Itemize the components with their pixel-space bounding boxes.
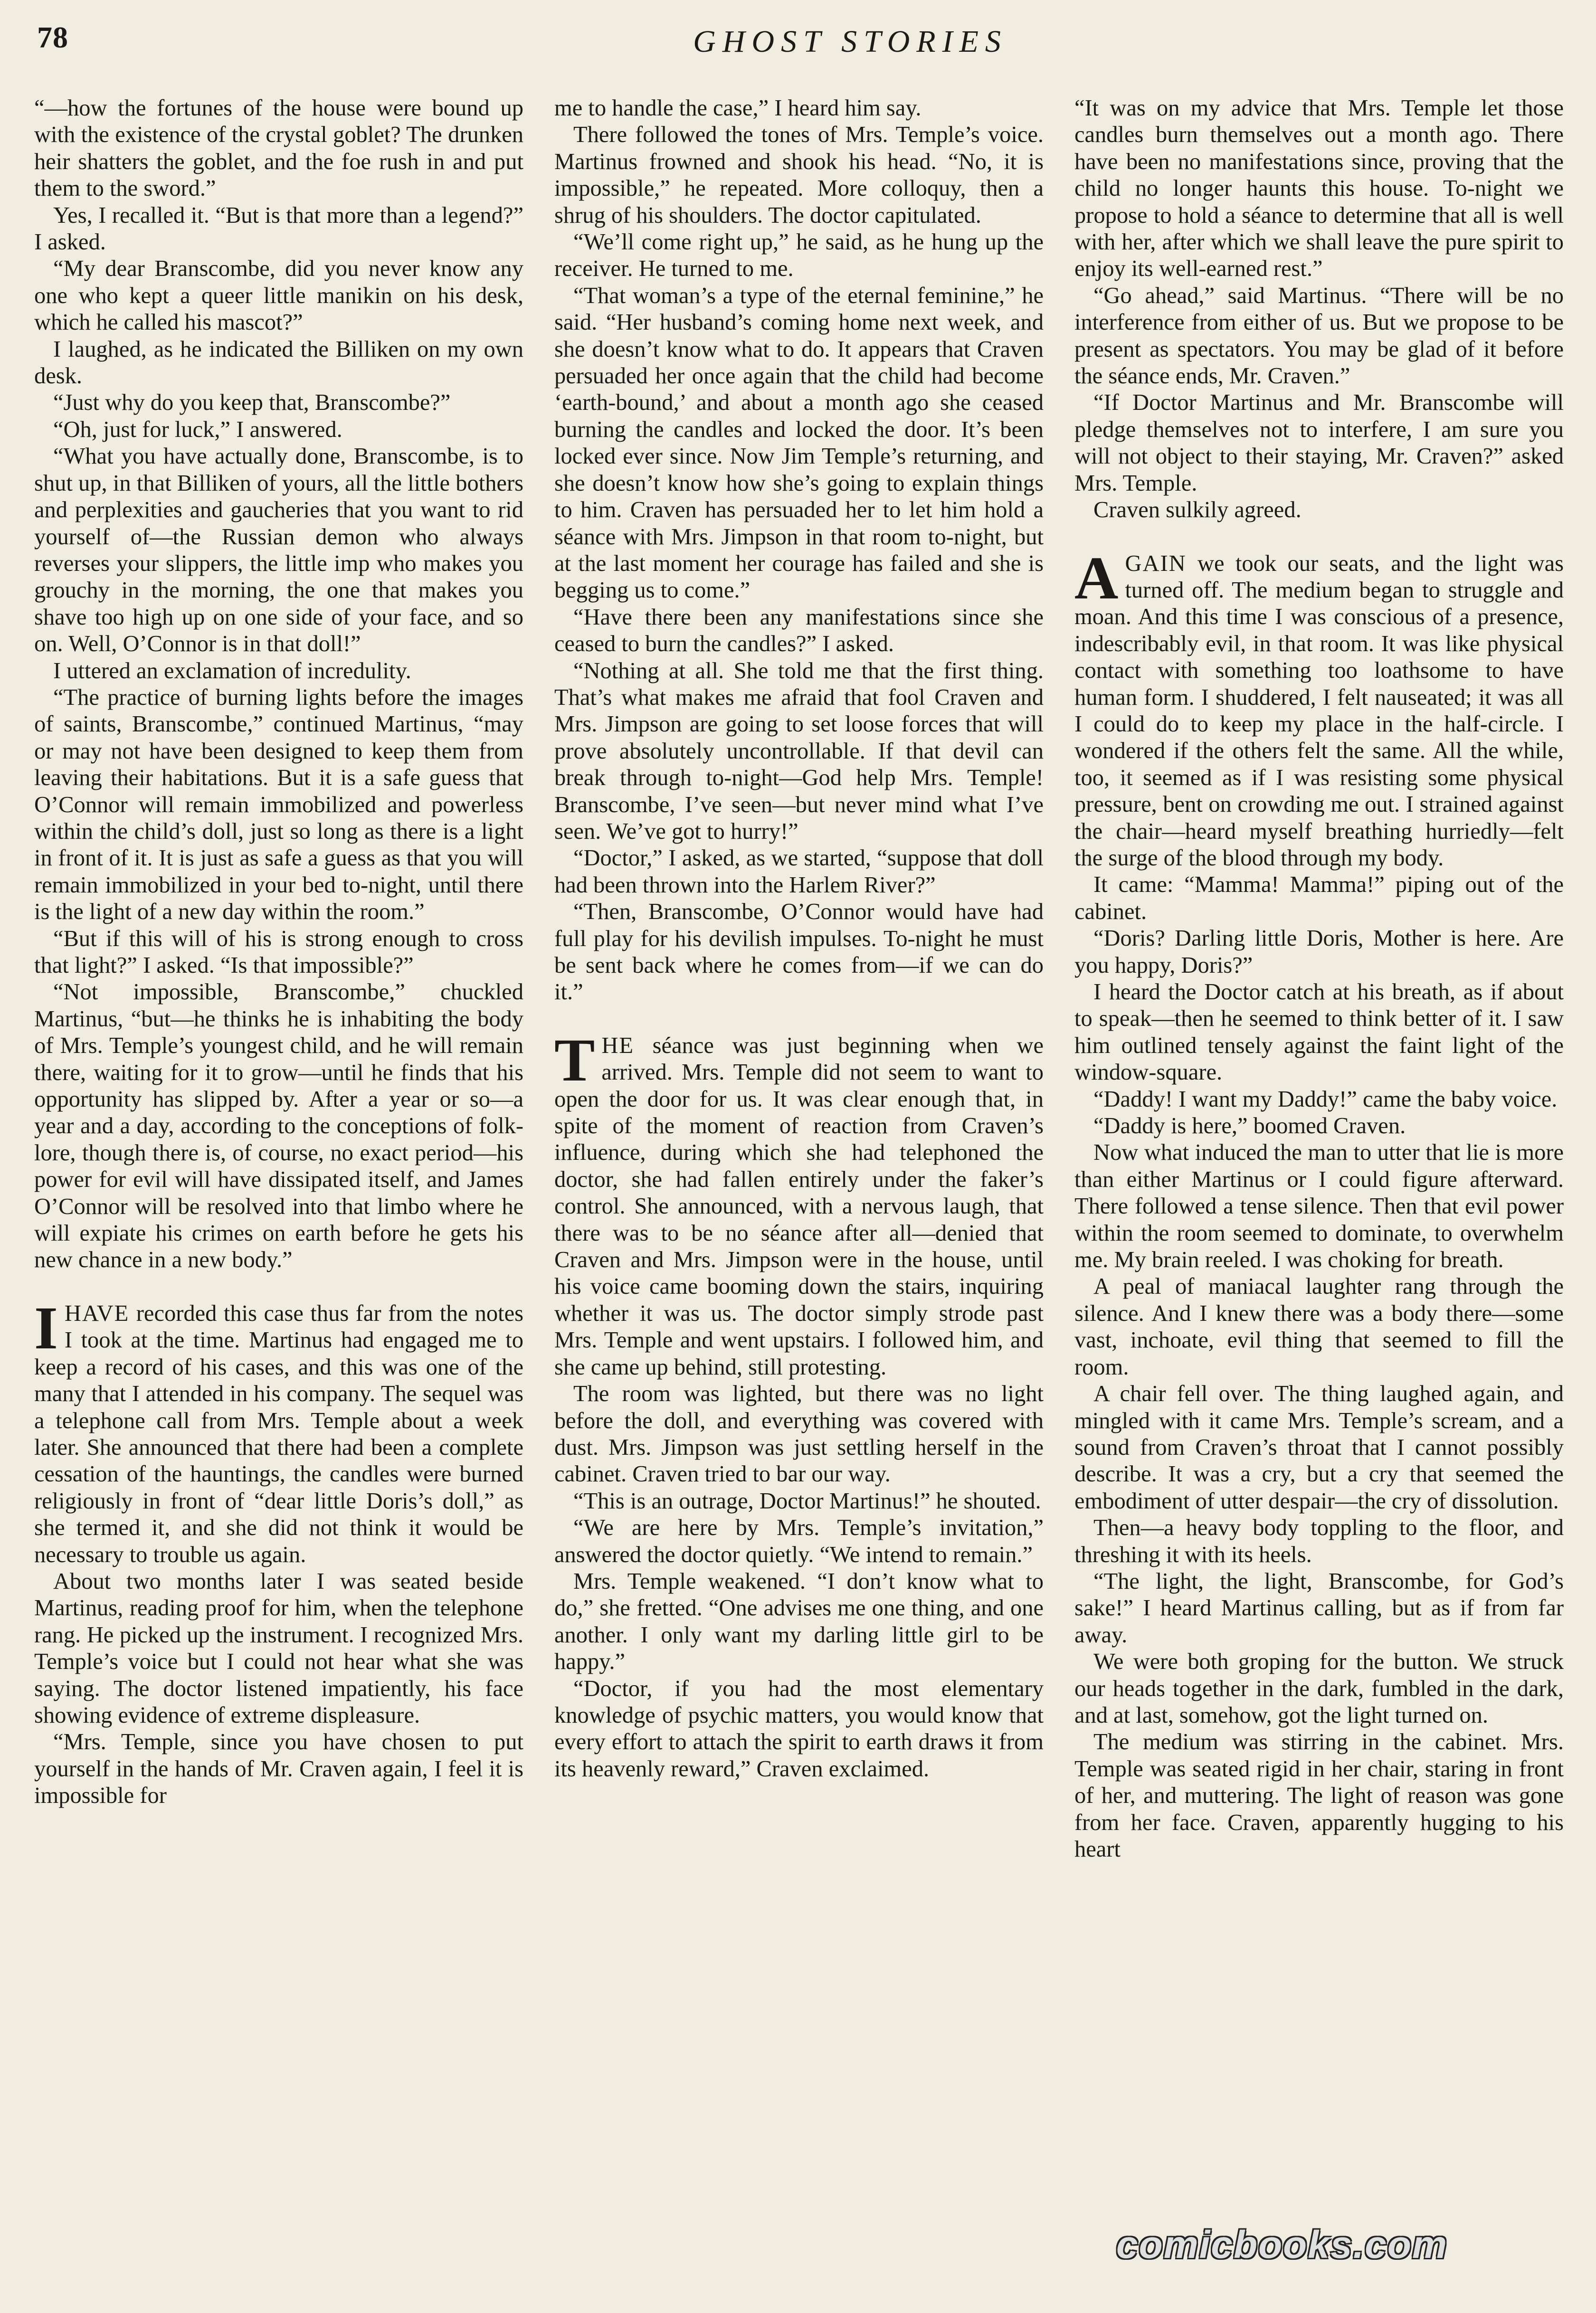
paragraph bbox=[1074, 389, 1564, 497]
paragraph bbox=[1074, 497, 1564, 523]
paragraph bbox=[34, 95, 523, 202]
drop-cap: T bbox=[554, 1026, 595, 1094]
column-1 bbox=[34, 95, 523, 2299]
paragraph bbox=[554, 1515, 1044, 1568]
paragraph-text: About two months later I was seated beside Martinus, reading proof for him, when the telephone rang. He picked up the instrument. I recognized Mrs. Temple’s voice but I could not hear what she was saying. The doctor listened impatiently, his face showing evidence of extreme displeasure. bbox=[34, 1568, 523, 1728]
paragraph-text: “—how the fortunes of the house were bound up with the existence of the crystal goblet? The drunken heir shatters the goblet, and the foe rush in and put them to the sword.” bbox=[34, 95, 523, 201]
paragraph-text: Craven sulkily agreed. bbox=[1093, 497, 1302, 523]
paragraph-text: “Oh, just for luck,” I answered. bbox=[53, 417, 342, 442]
paragraph bbox=[1074, 1086, 1564, 1113]
page-header bbox=[0, 0, 1596, 95]
paragraph-text: “What you have actually done, Branscombe, is to shut up, in that Billiken of yours, all the little bothers and perplexities and gaucheries that you want to rid yourself of—the Russian demon who always reverses your slippers, the little imp who makes you grouchy in the morning, the one that makes you shave too high up on one side of your face, and so on. Well, O’Connor is in that doll!” bbox=[34, 444, 523, 657]
paragraph bbox=[1074, 1649, 1564, 1729]
paragraph bbox=[554, 283, 1044, 604]
paragraph-text: me to handle the case,” I heard him say. bbox=[554, 95, 922, 121]
paragraph bbox=[1074, 283, 1564, 390]
paragraph-text: “Doctor,” I asked, as we started, “suppose that doll had been thrown into the Harlem River?” bbox=[554, 845, 1044, 898]
paragraph-text: “But if this will of his is strong enough to cross that light?” I asked. “Is that impossible?” bbox=[34, 926, 523, 978]
lead-in: GAIN bbox=[1125, 550, 1187, 576]
paragraph-text: I heard the Doctor catch at his breath, as if about to speak—then he seemed to think better of it. I saw him outlined tensely against the faint light of the window-square. bbox=[1074, 979, 1564, 1085]
paragraph bbox=[34, 1294, 523, 1568]
paragraph-text: séance was just beginning when we arrived. Mrs. Temple did not seem to want to open the door for us. It was clear enough that, in spite of the moment of reaction from Craven’s influence, during which she had telephoned the doctor, she had fallen entirely under the faker’s control. She announced, with a nervous laugh, that there was to be no séance after all—denied that Craven and Mrs. Jimpson were in the house, until his voice came booming down the stairs, inquiring whether it was us. The doctor simply strode past Mrs. Temple and went upstairs. I followed him, and she came up behind, still protesting. bbox=[554, 1033, 1044, 1380]
paragraph bbox=[554, 1026, 1044, 1381]
paragraph-text: “Then, Branscombe, O’Connor would have had full play for his devilish impulses. To-night he must be sent back where he comes from—if we can do it.” bbox=[554, 899, 1044, 1005]
paragraph-text: “We’ll come right up,” he said, as he hung up the receiver. He turned to me. bbox=[554, 229, 1044, 282]
paragraph-text: A peal of maniacal laughter rang through the silence. And I knew there was a body there—some vast, inchoate, evil thing that seemed to fill the room. bbox=[1074, 1274, 1564, 1380]
paragraph-text: It came: “Mamma! Mamma!” piping out of the cabinet. bbox=[1074, 872, 1564, 924]
paragraph bbox=[554, 122, 1044, 229]
paragraph bbox=[1074, 979, 1564, 1086]
paragraph-text: “That woman’s a type of the eternal feminine,” he said. “Her husband’s coming home next week, and she doesn’t know what to do. It appears that Craven persuaded her once again that the child had become ‘earth-bound,’ and about a month ago she ceased burning the candles and locked the door. It’s been locked ever since. Now Jim Temple’s returning, and she doesn’t know how she’s going to explain things to him. Craven has persuaded her to let him hold a séance with Mrs. Jimpson in that room to-night, but at the last moment her courage has failed and she is begging us to come.” bbox=[554, 283, 1044, 603]
paragraph-text: We were both groping for the button. We struck our heads together in the dark, fumbled in the dark, and at last, somehow, got the light turned on. bbox=[1074, 1649, 1564, 1728]
drop-cap: I bbox=[34, 1294, 58, 1362]
paragraph bbox=[34, 926, 523, 979]
paragraph-text: “Daddy is here,” boomed Craven. bbox=[1093, 1113, 1406, 1139]
paragraph-text: “My dear Branscombe, did you never know any one who kept a queer little manikin on his desk, which he called his mascot?” bbox=[34, 256, 523, 335]
paragraph-text: we took our seats, and the light was turned off. The medium began to struggle and moan. And this time I was conscious of a presence, indescribably evil, in that room. It was like physical contact with something too loathsome to have human form. I shuddered, I felt nauseated; it was all I could do to keep my place in the half-circle. I wondered if the others felt the same. All the while, too, it seemed as if I was resisting some physical pressure, bent on crowding me out. I strained against the chair—heard myself breathing hurriedly—felt the surge of the blood through my body. bbox=[1074, 550, 1564, 871]
paragraph-text: “Doris? Darling little Doris, Mother is here. Are you happy, Doris?” bbox=[1074, 926, 1564, 978]
paragraph bbox=[554, 1381, 1044, 1488]
paragraph-text: “If Doctor Martinus and Mr. Branscombe will pledge themselves not to interfere, I am sure you will not object to their staying, Mr. Craven?” asked Mrs. Temple. bbox=[1074, 390, 1564, 496]
paragraph-text: “Doctor, if you had the most elementary knowledge of psychic matters, you would know that every effort to attach the spirit to earth draws it from its heavenly reward,” Craven exclaimed. bbox=[554, 1676, 1044, 1782]
paragraph bbox=[34, 417, 523, 443]
paragraph-text: Yes, I recalled it. “But is that more than a legend?” I asked. bbox=[34, 202, 523, 255]
paragraph-text: The medium was stirring in the cabinet. Mrs. Temple was seated rigid in her chair, staring in front of her, and muttering. The light of reason was gone from her face. Craven, apparently hugging to his heart bbox=[1074, 1729, 1564, 1862]
paragraph-text: The room was lighted, but there was no light before the doll, and everything was covered with dust. Mrs. Jimpson was just settling herself in the cabinet. Craven tried to bar our way. bbox=[554, 1381, 1044, 1487]
paragraph-text: I laughed, as he indicated the Billiken on my own desk. bbox=[34, 336, 523, 389]
paragraph bbox=[1074, 1273, 1564, 1381]
paragraph-text: “This is an outrage, Doctor Martinus!” he shouted. bbox=[573, 1488, 1041, 1514]
paragraph bbox=[1074, 1729, 1564, 1863]
paragraph bbox=[554, 899, 1044, 1006]
paragraph bbox=[1074, 1381, 1564, 1515]
paragraph bbox=[554, 1676, 1044, 1783]
paragraph bbox=[1074, 872, 1564, 925]
paragraph bbox=[34, 979, 523, 1273]
paragraph-text: Mrs. Temple weakened. “I don’t know what to do,” she fretted. “One advises me one thing, and one another. I only want my darling little girl to be happy.” bbox=[554, 1568, 1044, 1675]
site-watermark: comicbooks.com bbox=[1116, 2223, 1448, 2266]
paragraph bbox=[554, 229, 1044, 283]
paragraph-text: “The light, the light, Branscombe, for God’s sake!” I heard Martinus calling, but as if from far away. bbox=[1074, 1568, 1564, 1648]
paragraph bbox=[554, 604, 1044, 658]
paragraph-text: “Daddy! I want my Daddy!” came the baby voice. bbox=[1093, 1086, 1558, 1112]
paragraph-text: I uttered an exclamation of incredulity. bbox=[53, 658, 411, 683]
paragraph bbox=[34, 1568, 523, 1729]
lead-in: HAVE bbox=[64, 1300, 130, 1326]
paragraph bbox=[1074, 95, 1564, 283]
column-2 bbox=[554, 95, 1044, 2299]
paragraph-text: “Go ahead,” said Martinus. “There will be no interference from either of us. But we propose to be present as spectators. You may be glad of it before the séance ends, Mr. Craven.” bbox=[1074, 283, 1564, 389]
page-number: 78 bbox=[37, 20, 68, 54]
paragraph bbox=[1074, 1515, 1564, 1568]
paragraph bbox=[554, 95, 1044, 122]
paragraph bbox=[34, 256, 523, 336]
paragraph bbox=[554, 1488, 1044, 1515]
paragraph bbox=[1074, 544, 1564, 872]
paragraph-text: recorded this case thus far from the notes I took at the time. Martinus had engaged me to keep a record of his cases, and this was one of the many that I attended in his company. The sequel was a telephone call from Mrs. Temple about a week later. She announced that there had been a complete cessation of the hauntings, the candles were burned religiously in front of “dear little Doris’s doll,” as she termed it, and she did not think it would be necessary to trouble us again. bbox=[34, 1300, 523, 1567]
paragraph-text: There followed the tones of Mrs. Temple’s voice. Martinus frowned and shook his head. “No, it is impossible,” he repeated. More colloquy, then a shrug of his shoulders. The doctor capitulated. bbox=[554, 122, 1044, 228]
paragraph bbox=[34, 684, 523, 926]
paragraph-text: Now what induced the man to utter that lie is more than either Martinus or I could figure afterward. There followed a tense silence. Then that evil power within the room seemed to dominate, to overwhelm me. My brain reeled. I was choking for breath. bbox=[1074, 1140, 1564, 1273]
paragraph-text: “We are here by Mrs. Temple’s invitation,” answered the doctor quietly. “We intend to remain.” bbox=[554, 1515, 1044, 1567]
column-3 bbox=[1074, 95, 1564, 2299]
lead-in: HE bbox=[601, 1033, 635, 1058]
running-head: GHOST STORIES bbox=[693, 24, 1007, 59]
paragraph-text: “Have there been any manifestations since she ceased to burn the candles?” I asked. bbox=[554, 604, 1044, 657]
paragraph bbox=[1074, 1113, 1564, 1139]
paragraph bbox=[554, 658, 1044, 845]
paragraph-text: Then—a heavy body toppling to the floor, and threshing it with its heels. bbox=[1074, 1515, 1564, 1567]
paragraph bbox=[34, 443, 523, 657]
paragraph-text: “Mrs. Temple, since you have chosen to put yourself in the hands of Mr. Craven again, I feel it is impossible for bbox=[34, 1729, 523, 1809]
drop-cap: A bbox=[1074, 544, 1119, 612]
paragraph bbox=[554, 1568, 1044, 1676]
paragraph bbox=[34, 1729, 523, 1809]
paragraph bbox=[34, 389, 523, 416]
paragraph bbox=[554, 845, 1044, 899]
paragraph-text: “The practice of burning lights before the images of saints, Branscombe,” continued Martinus, “may or may not have been designed to keep them from leaving their habitations. But it is a safe guess that O’Connor will remain immobilized and powerless within the child’s doll, just so long as there is a light in front of it. It is just as safe a guess as that you will remain immobilized in your bed to-night, until there is the light of a new day within the room.” bbox=[34, 684, 523, 925]
paragraph-text: “Not impossible, Branscombe,” chuckled Martinus, “but—he thinks he is inhabiting the body of Mrs. Temple’s youngest child, and he will remain there, waiting for it to grow—until he finds that his opportunity has slipped by. After a year or so—a year and a day, according to the conceptions of folk-lore, though there is, of course, no exact period—his power for evil will have dissipated itself, and James O’Connor will be resolved into that limbo where he will expiate his crimes on earth before he gets his new chance in a new body.” bbox=[34, 979, 523, 1273]
paragraph bbox=[34, 202, 523, 256]
paragraph-text: A chair fell over. The thing laughed again, and mingled with it came Mrs. Temple’s scream, and a sound from Craven’s throat that I cannot possibly describe. It was a cry, but a cry that seemed the embodiment of utter despair—the cry of dissolution. bbox=[1074, 1381, 1564, 1514]
paragraph bbox=[34, 336, 523, 390]
article-body bbox=[34, 95, 1564, 2299]
paragraph-text: “Nothing at all. She told me that the first thing. That’s what makes me afraid that fool Craven and Mrs. Jimpson are going to set loose forces that will prove absolutely uncontrollable. If that devil can break through to-night—God help Mrs. Temple! Branscombe, I’ve seen—but never mind what I’ve seen. We’ve got to hurry!” bbox=[554, 658, 1044, 844]
paragraph bbox=[1074, 1139, 1564, 1273]
paragraph bbox=[1074, 925, 1564, 979]
paragraph bbox=[1074, 1568, 1564, 1649]
paragraph-text: “It was on my advice that Mrs. Temple let those candles burn themselves out a month ago. There have been no manifestations since, proving that the child no longer haunts this house. To-night we propose to hold a séance to determine that all is well with her, after which we shall leave the pure spirit to enjoy its well-earned rest.” bbox=[1074, 95, 1564, 282]
paragraph-text: “Just why do you keep that, Branscombe?” bbox=[53, 390, 451, 416]
paragraph bbox=[34, 658, 523, 684]
